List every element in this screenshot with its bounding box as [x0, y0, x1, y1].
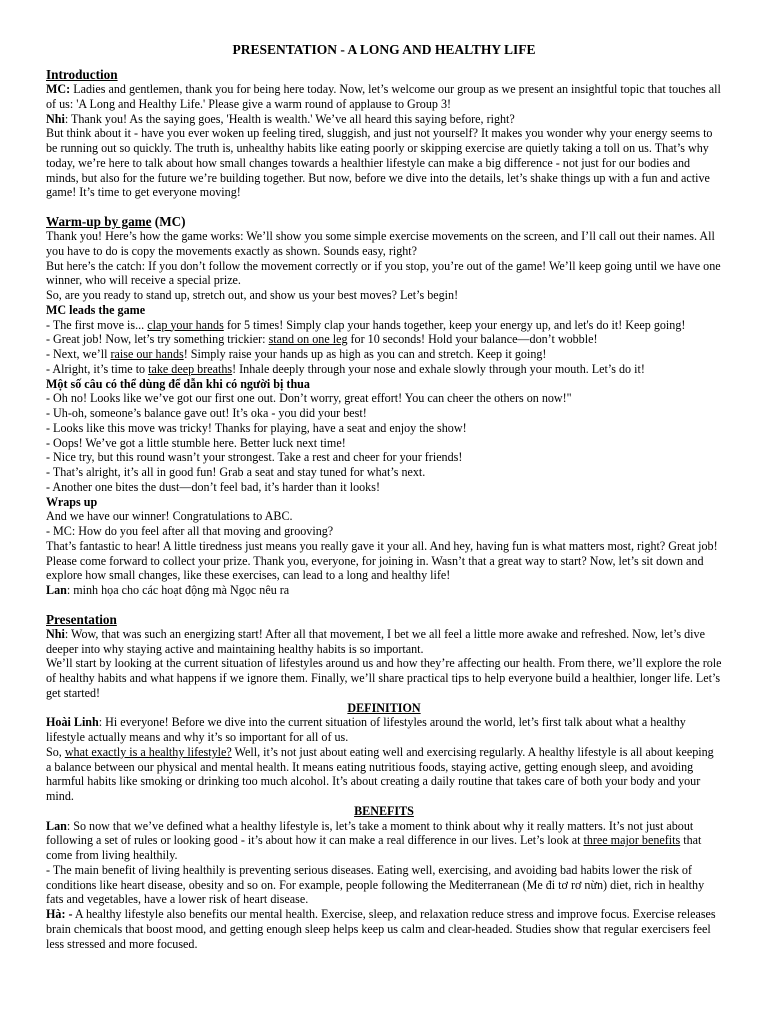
benefits-paragraph-1 [46, 819, 722, 863]
presentation-heading [46, 612, 722, 627]
loser-line: - Looks like this move was tricky! Thanks for playing, have a seat and enjoy the show! [46, 420, 467, 435]
move-3 [46, 347, 722, 362]
three-benefits-phrase: three major benefits [583, 833, 681, 848]
move-2 [46, 332, 722, 347]
intro-mc-paragraph [46, 82, 722, 112]
definition-paragraph-1 [46, 715, 722, 745]
move-2-intro: - Great job! Now, let’s try something trickier: [46, 332, 269, 347]
loser-line: - Another one bites the dust—don’t feel bad, it’s harder than it looks! [46, 479, 380, 494]
benefits-paragraph-3 [46, 907, 722, 951]
warmup-heading-underlined: Warm-up by game [46, 214, 152, 229]
benefits-paragraph-2: - The main benefit of living healthily is preventing serious diseases. Eating well, exercising, and avoiding bad habits lower the risk of conditions like heart disease, obesity and so on. For example, people following the Mediterranean (Me đi tơ rơ nừn) diet, rich in healthy fats and vegetables, have a lower risk of heart disease. [46, 862, 705, 907]
move-2-rest: for 10 seconds! Hold your balance—don’t wobble! [347, 332, 598, 347]
wrap-line-1: And we have our winner! Congratulations to ABC. [46, 509, 293, 524]
warmup-paragraph-2: But here’s the catch: If you don’t follow the movement correctly or if you stop, you’re out of the game! We’ll keep going until we have one winner, who will receive a special prize. [46, 258, 721, 288]
presentation-nhi-paragraph [46, 627, 722, 657]
move-4-rest: ! Inhale deeply through your nose and exhale slowly through your mouth. Let’s do it! [232, 361, 645, 376]
definition-question: what exactly is a healthy lifestyle? [64, 744, 232, 759]
wrap-lan-text: : minh họa cho các hoạt động mà Ngọc nêu ra [66, 583, 290, 597]
definition-heading: DEFINITION [347, 700, 421, 715]
warmup-paragraph-3: So, are you ready to stand up, stretch out, and show us your best moves? Let’s begin! [46, 288, 459, 302]
loser-line: - That’s alright, it’s all in good fun! Grab a seat and stay tuned for what’s next. [46, 465, 426, 479]
wraps-up-heading: Wraps up [46, 494, 98, 509]
speaker-mc: MC: [46, 82, 71, 96]
move-3-intro: - Next, we’ll [46, 347, 111, 361]
loser-line: - Nice try, but this round wasn’t your strongest. Take a rest and cheer for your friends! [46, 450, 463, 465]
move-4 [46, 362, 722, 377]
benefits-text-1a: : So now that we’ve defined what a healthy lifestyle is, let’s take a moment to think about why it really matters. It’s not just about following a set of rules or looking good - it’s about how it can make a real difference in our lives. Let’s look at [46, 818, 694, 848]
document-title: PRESENTATION - A LONG AND HEALTHY LIFE [232, 42, 536, 57]
warmup-heading-rest: (MC) [151, 214, 186, 229]
speaker-lan: Lan [46, 818, 67, 833]
presentation-nhi-text: : Wow, that was such an energizing start! After all that movement, I bet we all feel a little more awake and refreshed. Now, let’s dive deeper into why staying active and maintaining healthy habits is so important. [46, 626, 705, 656]
presentation-paragraph-2: We’ll start by looking at the current situation of lifestyles around us and how they’re affecting our health. From there, we’ll explore the role of healthy habits and what happens if we ignore them. Finally, we’ll share practical tips to help everyone build a healthier, longer life. Let’s get started! [46, 656, 722, 700]
warmup-paragraph-1: Thank you! Here’s how the game works: We’ll show you some simple exercise movements on the screen, and I’ll call out their names. All you have to do is copy the movements exactly as shown. Sounds easy, right? [46, 229, 715, 258]
speaker-nhi: Nhi [46, 626, 65, 641]
definition-text-1: : Hi everyone! Before we dive into the current situation of lifestyles around the world, let’s first talk about what a healthy lifestyle actually means and why it’s so important for all of us. [46, 715, 686, 744]
move-1-name: clap your hands [147, 317, 224, 332]
loser-line: - Uh-oh, someone’s balance gave out! It’s oka - you did your best! [46, 406, 367, 420]
move-1-rest: for 5 times! Simply clap your hands together, keep your energy up, and let's do it! Keep going! [223, 317, 686, 332]
warmup-heading [46, 214, 722, 229]
loser-line: - Oh no! Looks like we’ve got our first one out. Don’t worry, great effort! You can cheer the others on now!" [46, 391, 572, 406]
intro-nhi-paragraph [46, 112, 722, 127]
speaker-ha: Hà: - [46, 907, 73, 921]
wrap-line-2: - MC: How do you feel after all that moving and grooving? [46, 524, 334, 538]
move-2-name: stand on one leg [268, 332, 348, 347]
definition-text-2a: So, [46, 744, 65, 759]
benefits-heading: BENEFITS [354, 803, 414, 818]
move-4-name: take deep breaths [148, 361, 233, 376]
move-3-name: raise our hands [110, 347, 184, 361]
loser-line: - Oops! We’ve got a little stumble here. Better luck next time! [46, 435, 346, 450]
wrap-line-3: That’s fantastic to hear! A little tiredness just means you really gave it your all. And hey, having fun is what matters most, right? Great job! Please come forward to collect your prize. Thank you, everyone, for joining in. Wasn’t that a great way to start? Now, let’s sit down and explore how small changes, like these exercises, can lead to a long and healthy life! [46, 538, 718, 583]
wrap-lan-line [46, 583, 722, 598]
move-3-rest: ! Simply raise your hands up as high as you can and stretch. Keep it going! [183, 347, 547, 361]
mc-leads-heading: MC leads the game [46, 302, 146, 317]
move-1-intro: - The first move is... [46, 317, 148, 332]
benefits-text-3: A healthy lifestyle also benefits our mental health. Exercise, sleep, and relaxation reduce stress and improve focus. Exercise releases brain chemicals that boost mood, and getting enough sleep helps keep us calm and clear-headed. Studies show that regular exercisers feel less stressed and more focused. [46, 907, 716, 951]
move-4-intro: - Alright, it’s time to [46, 361, 149, 376]
loser-lines-heading: Một số câu có thể dùng để dẫn khi có người bị thua [46, 376, 310, 391]
intro-heading [46, 67, 722, 82]
speaker-lan: Lan [46, 583, 67, 597]
intro-body-paragraph: But think about it - have you ever woken up feeling tired, sluggish, and just not yourself? It makes you wonder why your energy seems to be running out so quickly. The truth is, unhealthy habits like eating poorly or skipping exercise are quietly taking a toll on us. That’s why today, we’re here to talk about how small changes towards a healthier lifestyle can make a big difference - not just for our bodies and minds, but also for the future we’re building together. But now, before we dive into the details, let’s shake things up with a fun and active game! It’s time to get everyone moving! [46, 126, 713, 200]
intro-mc-text: Ladies and gentlemen, thank you for being here today. Now, let’s welcome our group as we present an insightful topic that touches all of us: 'A Long and Healthy Life.' Please give a warm round of applause to Group 3! [46, 82, 721, 111]
speaker-hoai-linh: Hoài Linh [46, 715, 99, 730]
definition-text-2b: Well, it’s not just about eating well and exercising regularly. A healthy lifestyle is all about keeping a balance between our physical and mental health. It means eating nutritious foods, staying active, getting enough sleep, and avoiding harmful habits like smoking or drinking too much alcohol. It’s about creating a daily routine that takes care of both your body and your mind. [46, 744, 714, 803]
benefits-text-1b: that come from living healthily. [46, 833, 702, 862]
speaker-nhi: Nhi [46, 111, 65, 126]
intro-heading-text: Introduction [46, 67, 118, 82]
section-gap [46, 200, 722, 214]
presentation-heading-text: Presentation [46, 611, 117, 627]
move-1 [46, 318, 722, 333]
intro-nhi-text: : Thank you! As the saying goes, 'Health is wealth.' We’ve all heard this saying before, right? [64, 111, 515, 126]
section-gap [46, 598, 722, 612]
definition-paragraph-2 [46, 745, 722, 804]
